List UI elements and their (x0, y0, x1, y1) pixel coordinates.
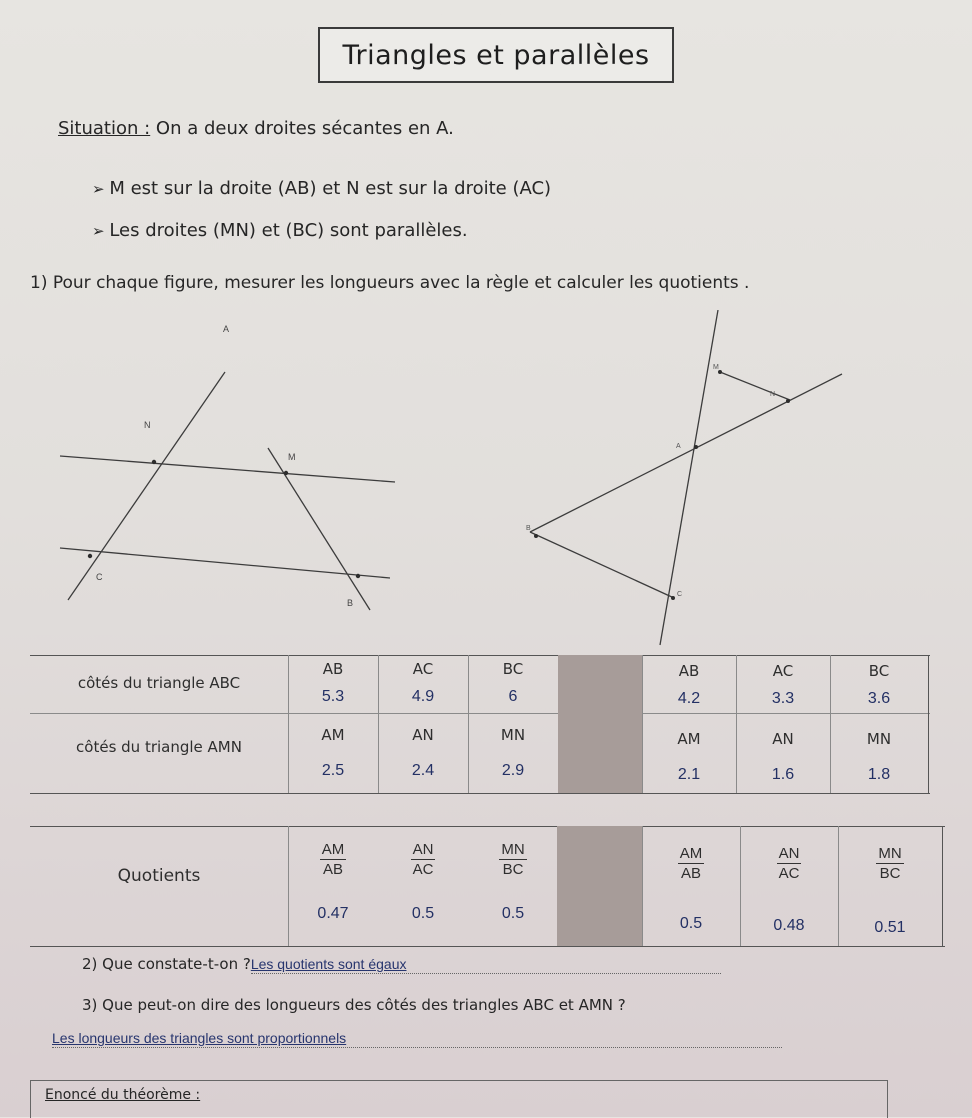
right-value-mn: 1.8 (867, 766, 891, 783)
right-header-bc: BC (868, 662, 890, 680)
bullet-2: ➢ Les droites (MN) et (BC) sont parallèles. (92, 220, 468, 241)
figure-2 (470, 310, 870, 660)
sides-table (30, 655, 930, 795)
shaded-separator-2 (557, 826, 642, 946)
answer-2: Les quotients sont égaux (250, 956, 407, 972)
right-fraction-an-ac: $\frac{AN}{AC}$ (778, 844, 800, 882)
left-value-an: 2.4 (411, 762, 435, 779)
situation-label: Situation : (58, 118, 151, 139)
fig1-label-b: B (347, 598, 354, 608)
right-quotient-mn-bc: 0.51 (874, 919, 906, 936)
fig2-label-m: M (713, 364, 719, 371)
left-quotient-mn-bc: 0.5 (501, 905, 525, 922)
fig1-label-n: N (144, 420, 151, 430)
quotients-table (30, 826, 945, 948)
right-value-an: 1.6 (771, 766, 795, 783)
fig2-label-n: N (770, 391, 776, 398)
right-header-ab: AB (678, 662, 700, 680)
shaded-separator (558, 655, 642, 793)
left-fraction-mn-bc: $\frac{MN}{BC}$ (501, 840, 525, 878)
fig1-point-n (152, 460, 156, 464)
page-title: Triangles et parallèles (318, 27, 674, 83)
fig2-label-b: B (526, 525, 531, 532)
left-header-an: AN (412, 726, 434, 744)
fig2-label-a: A (676, 443, 681, 450)
left-header-ac: AC (412, 660, 434, 678)
right-quotient-an-ac: 0.48 (773, 917, 805, 934)
fig1-label-m: M (288, 452, 296, 462)
fig1-point-m (284, 471, 288, 475)
answer-3: Les longueurs des triangles sont proportionnels (52, 1030, 347, 1046)
fig2-point-a (694, 445, 698, 449)
left-header-ab: AB (322, 660, 344, 678)
fig1-label-a: A (223, 324, 230, 334)
left-header-bc: BC (502, 660, 524, 678)
right-fraction-mn-bc: $\frac{MN}{BC}$ (878, 844, 902, 882)
question-1: 1) Pour chaque figure, mesurer les longueurs avec la règle et calculer les quotients . (30, 273, 750, 293)
theorem-box (30, 1080, 888, 1118)
fig1-line-ab (268, 448, 370, 610)
situation-line (58, 118, 454, 139)
left-value-am: 2.5 (321, 762, 345, 779)
right-header-am: AM (677, 730, 701, 748)
right-value-bc: 3.6 (867, 690, 891, 707)
figure-1 (50, 310, 410, 630)
quotients-label: Quotients (117, 866, 201, 886)
situation-text: On a deux droites sécantes en A. (150, 118, 454, 139)
left-value-mn: 2.9 (501, 762, 525, 779)
fig2-point-n (786, 399, 790, 403)
answer-3-line (52, 1030, 782, 1048)
fig2-line-nb (530, 374, 842, 532)
question-3: 3) Que peut-on dire des longueurs des côtés des triangles ABC et AMN ? (82, 996, 626, 1014)
fig1-point-b (356, 574, 360, 578)
left-quotient-an-ac: 0.5 (411, 905, 435, 922)
left-header-mn: MN (500, 726, 526, 744)
left-value-ab: 5.3 (321, 688, 345, 705)
question-2: 2) Que constate-t-on ?Les quotients sont égaux (82, 955, 721, 974)
fig2-line-mn (720, 372, 790, 400)
right-value-ac: 3.3 (771, 690, 795, 707)
fig2-line-mc (660, 310, 718, 645)
fig2-line-bc (530, 532, 674, 598)
fig2-label-c: C (677, 591, 683, 598)
right-header-mn: MN (866, 730, 892, 748)
fig1-point-c (88, 554, 92, 558)
left-quotient-am-ab: 0.47 (317, 905, 349, 922)
bullet-1: ➢ M est sur la droite (AB) et N est sur la droite (AC) (92, 178, 551, 199)
fig1-line-ac (68, 372, 225, 600)
right-value-ab: 4.2 (677, 690, 701, 707)
right-header-an: AN (772, 730, 794, 748)
right-value-am: 2.1 (677, 766, 701, 783)
fig1-line-nm (60, 456, 395, 482)
left-value-ac: 4.9 (411, 688, 435, 705)
left-fraction-an-ac: $\frac{AN}{AC}$ (412, 840, 434, 878)
row-label-abc: côtés du triangle ABC (77, 674, 241, 692)
theorem-label: Enoncé du théorème : (45, 1087, 201, 1103)
left-value-bc: 6 (508, 688, 518, 705)
left-header-am: AM (321, 726, 345, 744)
fig1-label-c: C (96, 572, 103, 582)
right-header-ac: AC (772, 662, 794, 680)
fig2-point-c (671, 596, 675, 600)
left-fraction-am-ab: $\frac{AM}{AB}$ (321, 840, 345, 878)
right-fraction-am-ab: $\frac{AM}{AB}$ (679, 844, 703, 882)
right-quotient-am-ab: 0.5 (679, 915, 703, 932)
row-label-amn: côtés du triangle AMN (76, 738, 242, 756)
fig2-point-b (534, 534, 538, 538)
